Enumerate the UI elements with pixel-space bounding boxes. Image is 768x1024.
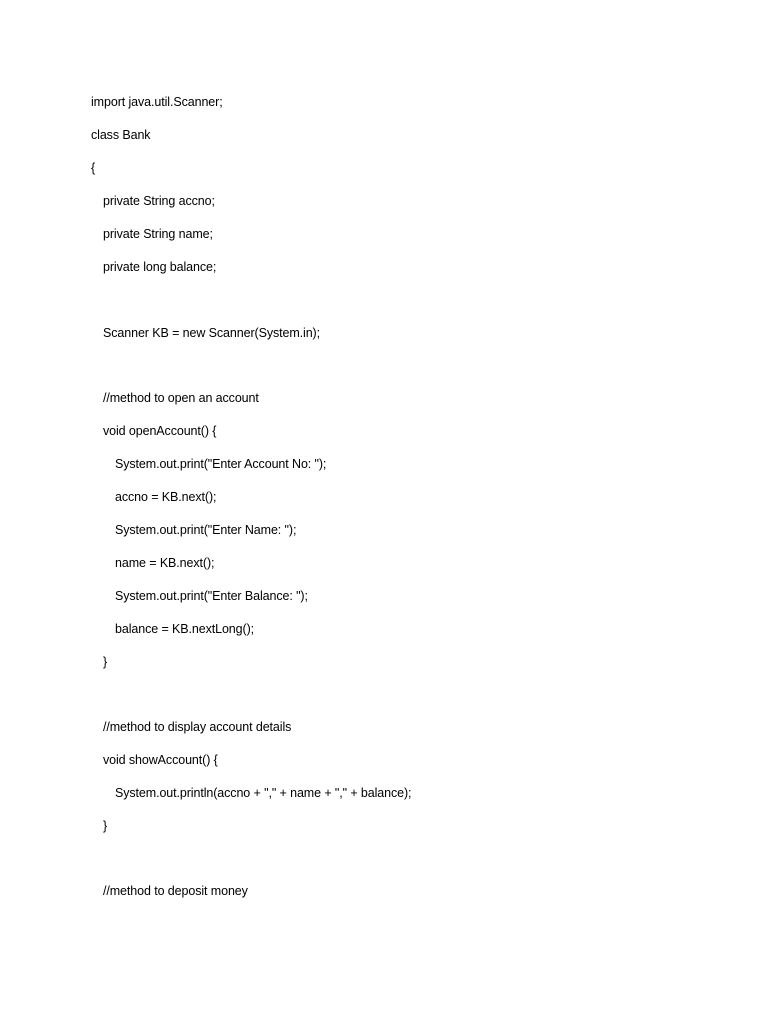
code-line-scanner: Scanner KB = new Scanner(System.in); — [103, 326, 320, 340]
code-line-comment-deposit: //method to deposit money — [103, 884, 248, 898]
code-line-import: import java.util.Scanner; — [91, 95, 223, 109]
code-line-field-accno: private String accno; — [103, 194, 215, 208]
code-line-open-brace: { — [91, 161, 96, 175]
code-line-comment-open: //method to open an account — [103, 391, 259, 405]
code-line-comment-show: //method to display account details — [103, 720, 292, 734]
code-line-close-brace: } — [103, 655, 108, 669]
code-line-class-decl: class Bank — [91, 128, 151, 142]
code-line-field-balance: private long balance; — [103, 260, 217, 274]
code-line-open-account: void openAccount() { — [103, 424, 217, 438]
code-line-print-balance: System.out.print("Enter Balance: "); — [115, 589, 308, 603]
code-line-println: System.out.println(accno + "," + name + "," + balance); — [115, 786, 412, 800]
code-line-read-accno: accno = KB.next(); — [115, 490, 217, 504]
code-line-print-name: System.out.print("Enter Name: "); — [115, 523, 297, 537]
code-line-read-name: name = KB.next(); — [115, 556, 215, 570]
code-line-print-accno: System.out.print("Enter Account No: "); — [115, 457, 327, 471]
code-line-show-account: void showAccount() { — [103, 753, 218, 767]
code-line-close-brace-2: } — [103, 819, 108, 833]
code-line-read-balance: balance = KB.nextLong(); — [115, 622, 255, 636]
code-line-field-name: private String name; — [103, 227, 213, 241]
